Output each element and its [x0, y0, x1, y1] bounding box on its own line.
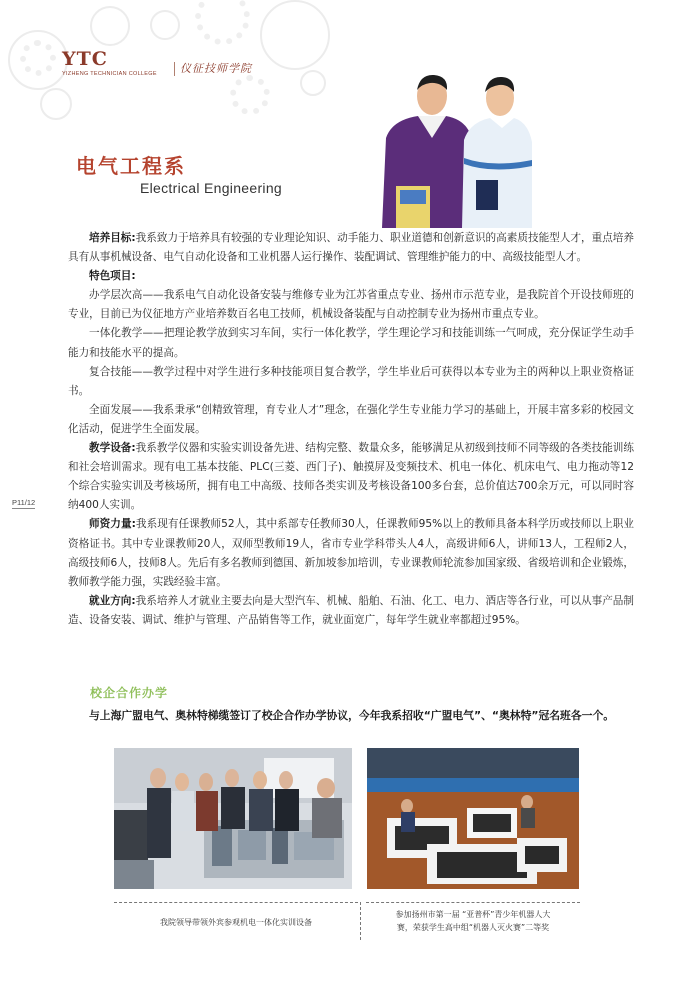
cooperation-title: 校企合作办学 — [90, 686, 169, 700]
training-goal-text: 我系致力于培养具有较强的专业理论知识、动手能力、职业道德和创新意识的高素质技能型人才，重点培养具有从事机械设备、电气自动化设备和工业机器人运行操作、装配调试、管理维护能力的中、高级技能型人才。 — [68, 232, 634, 264]
teaching-equipment-label: 教学设备: — [89, 442, 136, 455]
faculty-text: 我系现有任课教师52人，其中系部专任教师30人，任课教师95%以上的教师具备本科学历或技师以上职业资格证书。其中专业课教师20人，双师型教师19人，省市专业学科带头人4人，高级讲师6人，讲师13人，工程师2人，高级技师6人，技师8人。先后有多名教师到德国、新加坡参加培训，专业课教师轮流参加国家级、省级培训和企业锻炼，教师教学能力强，实践经验丰富。 — [68, 518, 634, 588]
feature-item: 复合技能——教学过程中对学生进行多种技能项目复合教学，学生毕业后可获得以本专业为主的两种以上职业资格证书。 — [68, 365, 634, 397]
caption-left: 我院领导带领外宾参观机电一体化实训设备 — [160, 918, 312, 927]
teaching-equipment-text: 我系教学仪器和实验实训设备先进、结构完整、数量众多，能够满足从初级到技师不同等级的各类技能训练和社会培训需求。现有电工基本技能、PLC(三菱、西门子)、触摸屏及变频技术、机电一体化、机床电气、电力拖动等12个综合实验实训及考核场所，拥有电工中高级、技师各类实训及考核设备100多台套，总价值达700余万元，可以同时容纳400人实训。 — [68, 442, 634, 512]
feature-item: 全面发展——我系秉承“创精致管理，育专业人才”理念，在强化学生专业能力学习的基础上，开展丰富多彩的校园文化活动，促进学生全面发展。 — [68, 403, 634, 435]
page-number: P11/12 — [12, 498, 36, 507]
features-heading-paragraph — [68, 267, 634, 286]
training-goal-paragraph — [68, 229, 634, 267]
logo-subtitle: YIZHENG TECHNICIAN COLLEGE — [62, 71, 157, 77]
feature-item: 一体化教学——把理论教学放到实习车间，实行一体化教学，学生理论学习和技能训练一气呵成，充分保证学生动手能力和技能水平的提高。 — [68, 327, 634, 359]
faculty-label: 师资力量: — [89, 518, 136, 531]
caption-right-line1: 参加扬州市第一届 “亚普杯”青少年机器人大 — [395, 910, 551, 919]
caption-divider — [360, 902, 361, 940]
caption-rule-left — [114, 902, 358, 903]
cooperation-text: 与上海广盟电气、奥林特梯缆签订了校企合作办学协议，今年我系招收“广盟电气”、“奥林特”冠名班各一个。 — [89, 709, 615, 722]
photo-robot-competition — [367, 748, 579, 889]
training-goal-label: 培养目标: — [89, 232, 136, 244]
employment-paragraph — [68, 592, 634, 630]
logo-divider — [174, 62, 175, 76]
students-photo — [372, 68, 532, 228]
feature-item: 办学层次高——我系电气自动化设备安装与维修专业为江苏省重点专业、扬州市示范专业，是我院首个开设技师班的专业，目前已为仪征地方产业培养数百名电工技师，机械设备装配与自动控制专业为扬州市重点专业。 — [68, 289, 634, 321]
faculty-paragraph — [68, 515, 634, 591]
teaching-equipment-paragraph — [68, 439, 634, 515]
features-label: 特色项目: — [89, 270, 136, 283]
department-title: 电气工程系 — [76, 154, 186, 178]
college-logo — [62, 48, 157, 77]
logo-chinese-name: 仪征技师学院 — [180, 62, 252, 75]
employment-text: 我系培养人才就业主要去向是大型汽车、机械、船舶、石油、化工、电力、酒店等各行业，可以从事产品制造、设备安装、调试、维护与管理、产品销售等工作，就业面宽广，每年学生就业率都超过95%。 — [68, 594, 634, 626]
caption-right-line2: 赛，荣获学生高中组“机器人灭火赛”二等奖 — [396, 923, 550, 932]
logo-mark: YTC — [62, 48, 108, 70]
department-english-title: Electrical Engineering — [140, 180, 283, 196]
employment-label: 就业方向: — [89, 594, 136, 607]
photo-equipment-visit — [114, 748, 352, 889]
main-content — [68, 229, 634, 630]
caption-rule-right — [366, 902, 580, 903]
